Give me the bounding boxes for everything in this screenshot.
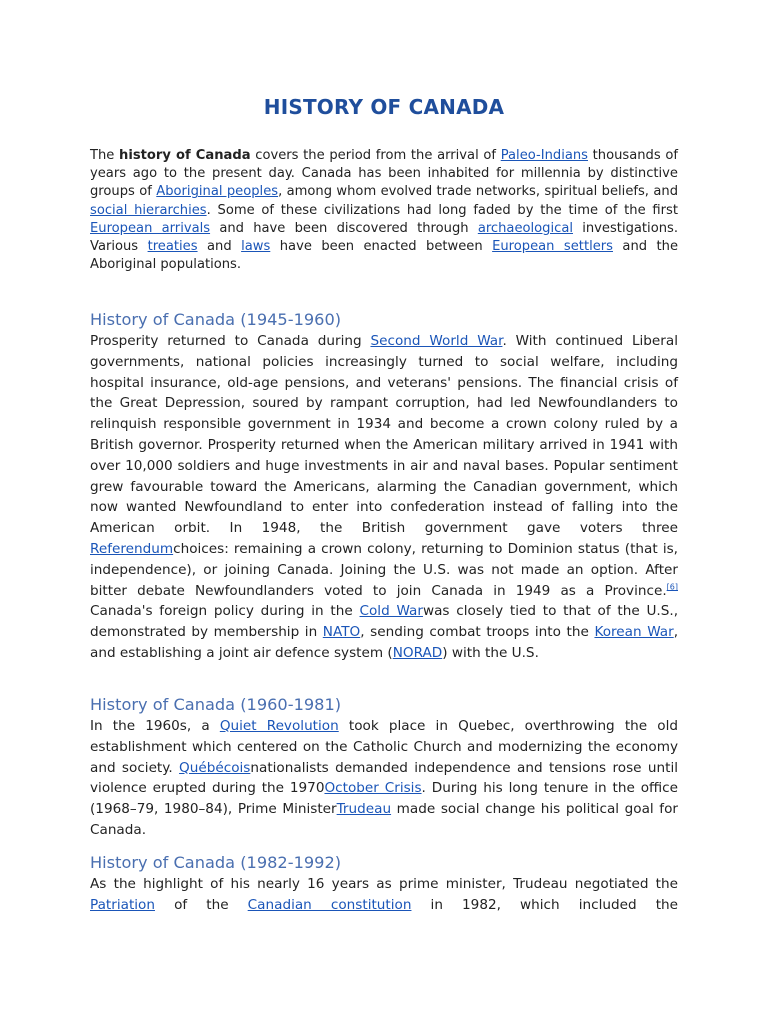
link-korean-war[interactable]: Korean War (594, 624, 674, 641)
text: Canada's foreign policy during in the (90, 603, 360, 620)
page-title: HISTORY OF CANADA (263, 95, 505, 119)
text: and have been discovered through (210, 220, 478, 236)
text: . Some of these civilizations had long faded by the time of the first (206, 202, 678, 218)
section-heading: History of Canada (1945-1960) (90, 310, 342, 329)
link-aboriginal-peoples[interactable]: Aboriginal peoples (156, 184, 279, 200)
text: In the 1960s, a (90, 718, 220, 734)
section-1960-1981 (90, 694, 678, 841)
section-1982-1992 (90, 852, 678, 916)
text: and the Aboriginal populations. (90, 239, 679, 273)
link-archaeological[interactable]: archaeological (477, 220, 573, 236)
text: thousands of years ago to the present day. Canada has been inhabited for millennia by distinctive groups of (90, 148, 679, 200)
text: was closely tied to that of the U.S., demonstrated by membership in (90, 603, 679, 641)
link-paleo-indians[interactable]: Paleo-Indians (500, 148, 588, 163)
text: have been enacted between (270, 239, 493, 255)
text: in 1982, which included the (411, 896, 679, 913)
text: nationalists demanded independence and tensions rose until violence erupted during the 1970 (90, 759, 678, 797)
link-treaties[interactable]: treaties (147, 239, 198, 255)
section-1945-1960 (90, 309, 678, 664)
section-paragraph (90, 331, 678, 664)
link-patriation[interactable]: Patriation (90, 896, 155, 913)
text: ) with the U.S. (442, 644, 539, 661)
text: made social change his political goal for Canada. (90, 801, 678, 838)
link-laws[interactable]: laws (241, 239, 271, 255)
link-trudeau[interactable]: Trudeau (336, 801, 392, 818)
link-social-hierarchies[interactable]: social hierarchies (90, 202, 207, 218)
text: investigations. Various (90, 220, 678, 255)
text: . With continued Liberal governments, national policies increasingly turned to social welfare, including hospital insurance, old-age pensions, and veterans' pensions. The financial crisis of the Great Depression, soured by rampant corruption, had led Newfoundlanders to relinquish responsible government in 1934 and become a crown colony ruled by a British governor. Prosperity returned when the American military arrived in 1941 with over 10,000 soldiers and huge investments in air and naval bases. Popular sentiment grew favourable toward the Americans, alarming the Canadian government, which now wanted Newfoundland to enter into confederation instead of falling into the American orbit. In 1948, the British government gave voters three (90, 333, 678, 537)
text: choices: remaining a crown colony, returning to Dominion status (that is, independence), or joining Canada. Joining the U.S. was not made an option. After bitter debate Newfoundlanders voted to join Canada in 1949 as a Province. (90, 540, 678, 599)
link-canadian-constitution[interactable]: Canadian constitution (247, 896, 412, 913)
text: covers the period from the arrival of (250, 148, 501, 163)
section-paragraph (90, 716, 678, 841)
section-heading: History of Canada (1960-1981) (90, 695, 342, 714)
link-norad[interactable]: NORAD (392, 644, 443, 661)
text: . During his long tenure in the office (1968–79, 1980–84), Prime Minister (90, 780, 678, 818)
intro-paragraph (90, 147, 678, 274)
link-european-settlers[interactable]: European settlers (492, 239, 613, 255)
section-heading: History of Canada (1982-1992) (90, 853, 342, 872)
text: , sending combat troops into the (360, 624, 595, 641)
link-second-world-war[interactable]: Second World War (370, 333, 503, 349)
text: , and establishing a joint air defence system ( (90, 624, 679, 661)
text: took place in Quebec, overthrowing the old establishment which centered on the Catholic Church and modernizing the economy and society. (90, 718, 678, 776)
link-citation-6[interactable]: [6] (666, 582, 678, 592)
text: and (197, 239, 242, 255)
citation-superscript (667, 582, 678, 591)
text: , among whom evolved trade networks, spiritual beliefs, and (278, 184, 678, 200)
text: As the highlight of his nearly 16 years as prime minister, Trudeau negotiated the (90, 876, 678, 892)
bold-term: history of Canada (119, 148, 251, 163)
link-cold-war[interactable]: Cold War (359, 603, 423, 620)
section-paragraph (90, 874, 678, 916)
link-quebecois[interactable]: Québécois (179, 759, 251, 776)
link-referendum[interactable]: Referendum (90, 540, 174, 557)
text: of the (154, 896, 248, 913)
link-october-crisis[interactable]: October Crisis (324, 780, 422, 797)
link-nato[interactable]: NATO (322, 624, 361, 641)
text: The (90, 148, 120, 163)
text: Prosperity returned to Canada during (90, 333, 371, 349)
link-european-arrivals[interactable]: European arrivals (90, 220, 211, 236)
link-quiet-revolution[interactable]: Quiet Revolution (219, 718, 339, 734)
